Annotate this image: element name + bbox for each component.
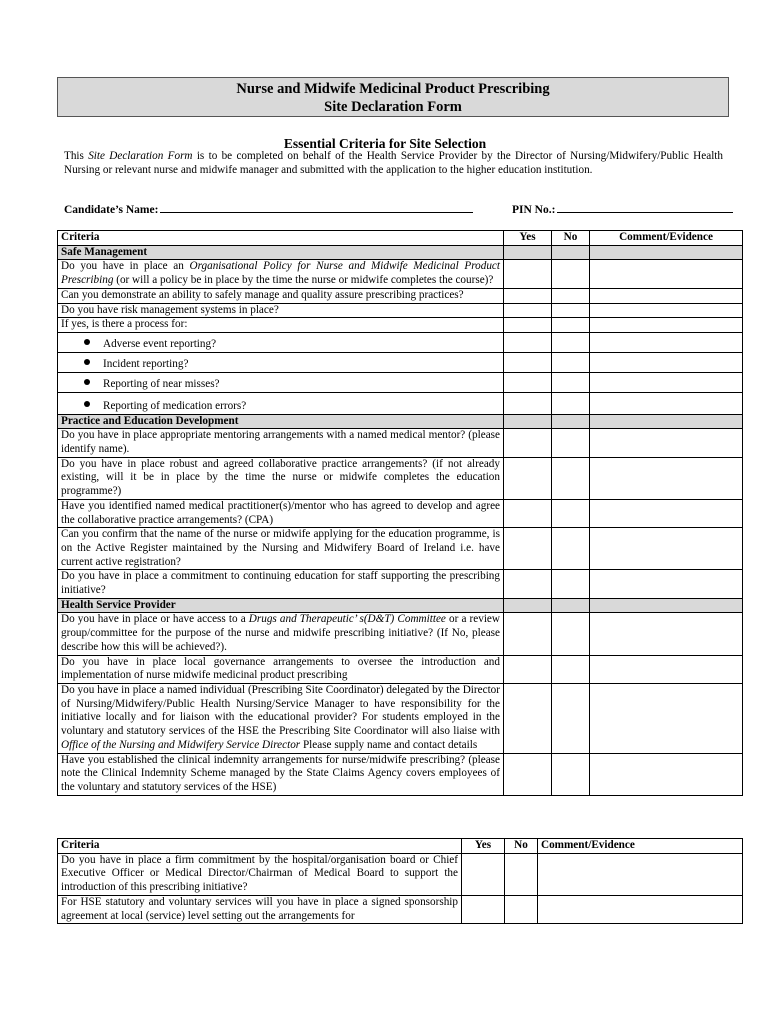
no-cell[interactable] (505, 853, 538, 895)
criteria-text: Do you have in place an (61, 260, 190, 273)
criteria-cell: Do you have in place robust and agreed collaborative practice arrangements? (if not already existing, will it be in place by the time the nurse or midwife completes the education programme?) (58, 457, 504, 499)
criteria-cell (58, 352, 504, 372)
criteria-cell: Can you confirm that the name of the nurse or midwife applying for the education programme, is on the Active Register maintained by the Nursing and Midwifery Board of Ireland i.e. have current active registration? (58, 528, 504, 570)
intro-paragraph (64, 150, 723, 178)
table-row (58, 288, 743, 303)
comment-cell[interactable] (590, 318, 743, 333)
criteria-header: Criteria (58, 839, 462, 854)
comment-cell[interactable] (590, 352, 743, 372)
table-row (58, 352, 743, 372)
comment-cell[interactable] (590, 303, 743, 318)
criteria-cell (58, 260, 504, 288)
yes-cell[interactable] (504, 683, 552, 753)
yes-cell[interactable] (504, 288, 552, 303)
no-cell[interactable] (505, 895, 538, 923)
criteria-cell: For HSE statutory and voluntary services will you have in place a signed sponsorship agreement at local (service) level setting out the arrangements for (58, 895, 462, 923)
yes-cell[interactable] (504, 655, 552, 683)
criteria-table-2 (57, 838, 743, 924)
criteria-text: Reporting of medication errors? (103, 399, 247, 412)
bullet-icon (84, 339, 90, 345)
yes-cell[interactable] (504, 392, 552, 414)
comment-cell[interactable] (590, 457, 743, 499)
yes-cell[interactable] (504, 352, 552, 372)
section-subheading: Essential Criteria for Site Selection (283, 136, 487, 151)
no-cell[interactable] (552, 372, 590, 392)
pin-line[interactable] (557, 202, 733, 213)
form-title-line2: Site Declaration Form (324, 99, 462, 115)
no-cell[interactable] (552, 318, 590, 333)
comment-cell[interactable] (590, 260, 743, 288)
criteria-text: Do you have in place or have access to a (61, 613, 249, 626)
table-row (58, 303, 743, 318)
bullet-icon (84, 359, 90, 365)
table-row (58, 260, 743, 288)
candidate-name-line[interactable] (160, 202, 473, 213)
no-cell[interactable] (552, 392, 590, 414)
table-row (58, 570, 743, 598)
intro-text-emph: Site Declaration Form (88, 150, 193, 162)
comment-cell[interactable] (590, 613, 743, 655)
no-cell[interactable] (552, 332, 590, 352)
table-row (58, 372, 743, 392)
candidate-name-label: Candidate’s Name: (64, 204, 159, 216)
comment-cell[interactable] (590, 528, 743, 570)
intro-text-pre: This (64, 150, 89, 162)
comment-cell[interactable] (538, 853, 743, 895)
no-header: No (552, 231, 590, 246)
criteria-text-emph: Office of the Nursing and Midwifery Service Director (61, 738, 301, 751)
table-row (58, 429, 743, 457)
bullet-icon (84, 401, 90, 407)
pin-label: PIN No.: (512, 204, 556, 216)
criteria-cell (58, 372, 504, 392)
section-label: Practice and Education Development (58, 414, 504, 429)
criteria-text: Reporting of near misses? (103, 377, 220, 390)
form-title-line1: Nurse and Midwife Medicinal Product Prescribing (236, 81, 550, 97)
no-cell[interactable] (552, 429, 590, 457)
yes-cell[interactable] (504, 372, 552, 392)
criteria-cell: Have you identified named medical practitioner(s)/mentor who has agreed to develop and agree the collaborative practice arrangements? (CPA) (58, 499, 504, 527)
criteria-cell (58, 613, 504, 655)
criteria-text: Adverse event reporting? (103, 337, 217, 350)
criteria-cell: Have you established the clinical indemnity arrangements for nurse/midwife prescribing? (please note the Clinical Indemnity Scheme managed by the State Claims Agency covers employees of the voluntary and statutory services of the HSE) (58, 753, 504, 795)
yes-cell[interactable] (504, 613, 552, 655)
criteria-text: Incident reporting? (103, 357, 189, 370)
yes-cell[interactable] (504, 318, 552, 333)
table-header-row (58, 231, 743, 246)
criteria-cell: If yes, is there a process for: (58, 318, 504, 333)
no-cell[interactable] (552, 457, 590, 499)
bullet-icon (84, 379, 90, 385)
table-row (58, 753, 743, 795)
yes-cell[interactable] (504, 332, 552, 352)
criteria-cell (58, 683, 504, 753)
no-cell[interactable] (552, 288, 590, 303)
yes-cell[interactable] (504, 499, 552, 527)
pin-field[interactable] (512, 202, 733, 216)
table-row (58, 528, 743, 570)
comment-cell[interactable] (590, 372, 743, 392)
criteria-cell (58, 392, 504, 414)
yes-cell[interactable] (504, 570, 552, 598)
section-row-health-service-provider (58, 598, 743, 613)
section-row-practice-education (58, 414, 743, 429)
yes-cell[interactable] (504, 429, 552, 457)
yes-header: Yes (462, 839, 505, 854)
comment-cell[interactable] (590, 655, 743, 683)
yes-cell[interactable] (504, 528, 552, 570)
criteria-table-1 (57, 230, 743, 796)
table-row (58, 853, 743, 895)
no-cell[interactable] (552, 613, 590, 655)
comment-cell[interactable] (590, 753, 743, 795)
no-cell[interactable] (552, 528, 590, 570)
criteria-text: (or will a policy be in place by the time the nurse or midwife completes the course)? (113, 274, 494, 287)
no-cell[interactable] (552, 499, 590, 527)
yes-cell[interactable] (504, 260, 552, 288)
criteria-text: or a review group/committee for the purpose of the nurse and midwife prescribing initiative? (If No, please describe how this will be achieved?). (61, 613, 500, 653)
comment-cell[interactable] (590, 429, 743, 457)
yes-cell[interactable] (504, 303, 552, 318)
comment-cell[interactable] (590, 570, 743, 598)
no-header: No (505, 839, 538, 854)
table-row (58, 457, 743, 499)
no-cell[interactable] (552, 260, 590, 288)
comment-cell[interactable] (590, 332, 743, 352)
comment-header: Comment/Evidence (590, 231, 743, 246)
no-cell[interactable] (552, 655, 590, 683)
comment-cell[interactable] (590, 392, 743, 414)
yes-header: Yes (504, 231, 552, 246)
no-cell[interactable] (552, 352, 590, 372)
criteria-cell: Do you have in place local governance arrangements to oversee the introduction and implementation of nurse midwife medicinal product prescribing (58, 655, 504, 683)
table-row (58, 332, 743, 352)
criteria-cell: Do you have in place appropriate mentoring arrangements with a named medical mentor? (please identify name). (58, 429, 504, 457)
table-row (58, 392, 743, 414)
criteria-cell (58, 332, 504, 352)
comment-cell[interactable] (590, 499, 743, 527)
intro-text-post: is to be completed on behalf of the Health Service Provider by the Director of Nursing/Midwifery/Public Health Nursing or relevant nurse and midwife manager and submitted with the application to the higher education institution. (64, 150, 724, 176)
no-cell[interactable] (552, 753, 590, 795)
criteria-cell: Do you have in place a commitment to continuing education for staff supporting the prescribing initiative? (58, 570, 504, 598)
comment-cell[interactable] (590, 683, 743, 753)
table-row (58, 655, 743, 683)
criteria-header: Criteria (58, 231, 504, 246)
criteria-text: Please supply name and contact details (300, 738, 478, 751)
criteria-text-emph: Drugs and Therapeutic’ s(D&T) Committee (248, 613, 446, 626)
no-cell[interactable] (552, 683, 590, 753)
criteria-text: Do you have in place a named individual (Prescribing Site Coordinator) delegated by the Director of Nursing/Midwifery/Public Health Nursing/Service Manager to have responsibility for the initiative locally and for liaison with the educational provider? For students employed in the voluntary and statutory services of the HSE the Prescribing Site Coordinator will also liaise with (61, 683, 500, 738)
comment-cell[interactable] (590, 288, 743, 303)
criteria-cell: Do you have risk management systems in place? (58, 303, 504, 318)
table-header-row (58, 839, 743, 854)
comment-header: Comment/Evidence (538, 839, 743, 854)
criteria-cell: Can you demonstrate an ability to safely manage and quality assure prescribing practices? (58, 288, 504, 303)
table-row (58, 613, 743, 655)
form-title-box (57, 77, 729, 117)
section-row-safe-management (58, 245, 743, 260)
no-cell[interactable] (552, 570, 590, 598)
yes-cell[interactable] (462, 895, 505, 923)
candidate-name-field[interactable] (64, 202, 473, 216)
no-cell[interactable] (552, 303, 590, 318)
table-row (58, 499, 743, 527)
table-row (58, 895, 743, 923)
table-row (58, 683, 743, 753)
yes-cell[interactable] (504, 753, 552, 795)
yes-cell[interactable] (462, 853, 505, 895)
section-label: Safe Management (58, 245, 504, 260)
table-row (58, 318, 743, 333)
section-label: Health Service Provider (58, 598, 504, 613)
yes-cell[interactable] (504, 457, 552, 499)
criteria-cell: Do you have in place a firm commitment by the hospital/organisation board or Chief Executive Officer or Medical Director/Chairman of Medical Board to support the introduction of this prescribing initiative? (58, 853, 462, 895)
criteria-text-emph: Organisational Policy for Nurse and Midwife Medicinal Product Prescribing (61, 260, 500, 287)
comment-cell[interactable] (538, 895, 743, 923)
